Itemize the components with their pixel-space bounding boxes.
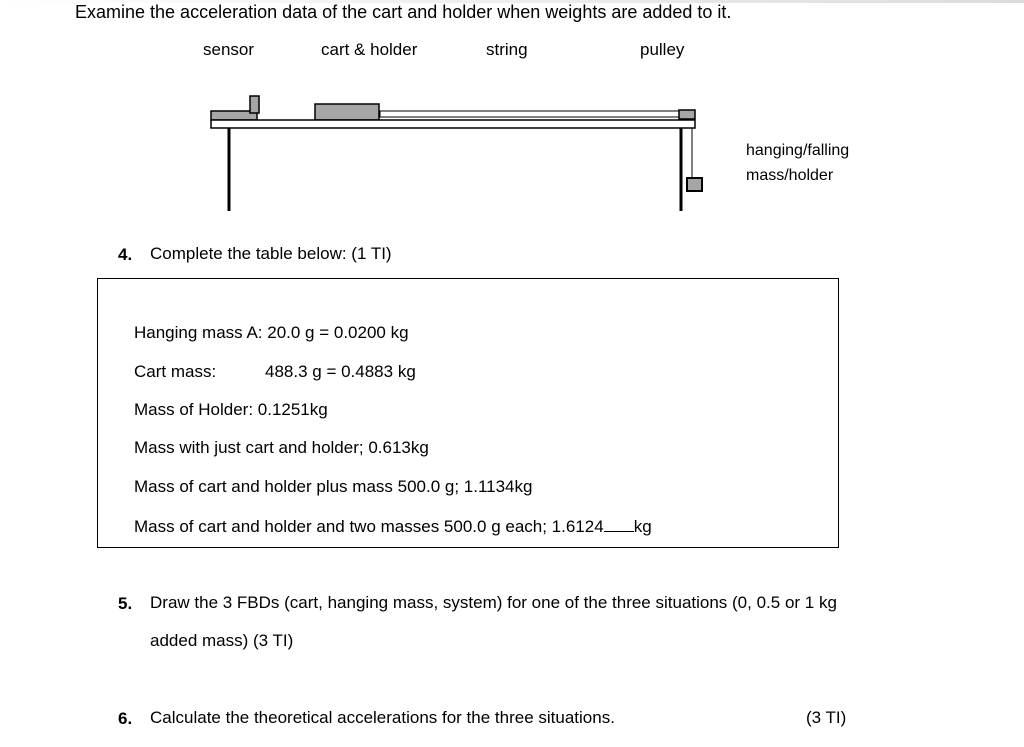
q5-line2: added mass) (3 TI): [150, 631, 294, 650]
track: [211, 120, 695, 128]
label-string: string: [486, 40, 528, 59]
row-holder-mass: Mass of Holder: 0.1251kg: [134, 400, 328, 419]
row-plus-two-masses: [134, 516, 652, 535]
q6-marks: (3 TI): [806, 708, 847, 727]
hanging-mass: [687, 178, 702, 191]
row-plus-one-mass: Mass of cart and holder plus mass 500.0 g; 1.1134kg: [134, 477, 533, 496]
string-line: [380, 111, 680, 117]
q4-answer-box: [97, 278, 839, 548]
row-cart-mass-label: Cart mass:: [134, 362, 217, 381]
q6-number: 6.: [118, 709, 133, 728]
sensor-head: [250, 96, 259, 113]
row-hanging-mass: Hanging mass A: 20.0 g = 0.0200 kg: [134, 323, 409, 342]
row-cart-mass-value: 488.3 g = 0.4883 kg: [265, 362, 416, 381]
label-hanging-line2: mass/holder: [746, 167, 834, 184]
intro-text: Examine the acceleration data of the cart and holder when weights are added to it.: [75, 2, 732, 22]
cart-block: [315, 104, 379, 120]
q5-line1: Draw the 3 FBDs (cart, hanging mass, system) for one of the three situations (0, 0.5 or 1 kg: [150, 593, 837, 612]
row-plus-two-text: Mass of cart and holder and two masses 500.0 g each; 1.6124: [134, 517, 604, 536]
label-hanging-line1: hanging/falling: [746, 142, 850, 159]
q5-number: 5.: [118, 594, 133, 613]
label-cart-holder: cart & holder: [321, 40, 418, 59]
q4-number: 4.: [118, 245, 133, 264]
label-sensor: sensor: [203, 40, 255, 59]
row-plus-two-unit: kg: [633, 517, 652, 536]
q4-text: Complete the table below: (1 TI): [150, 244, 392, 263]
label-pulley: pulley: [640, 40, 685, 59]
pulley: [679, 110, 695, 119]
row-cart-holder-mass: Mass with just cart and holder; 0.613kg: [134, 438, 429, 457]
answer-blank: [604, 516, 634, 532]
apparatus-diagram: [200, 90, 710, 215]
q6-text: Calculate the theoretical accelerations for the three situations.: [150, 708, 615, 727]
